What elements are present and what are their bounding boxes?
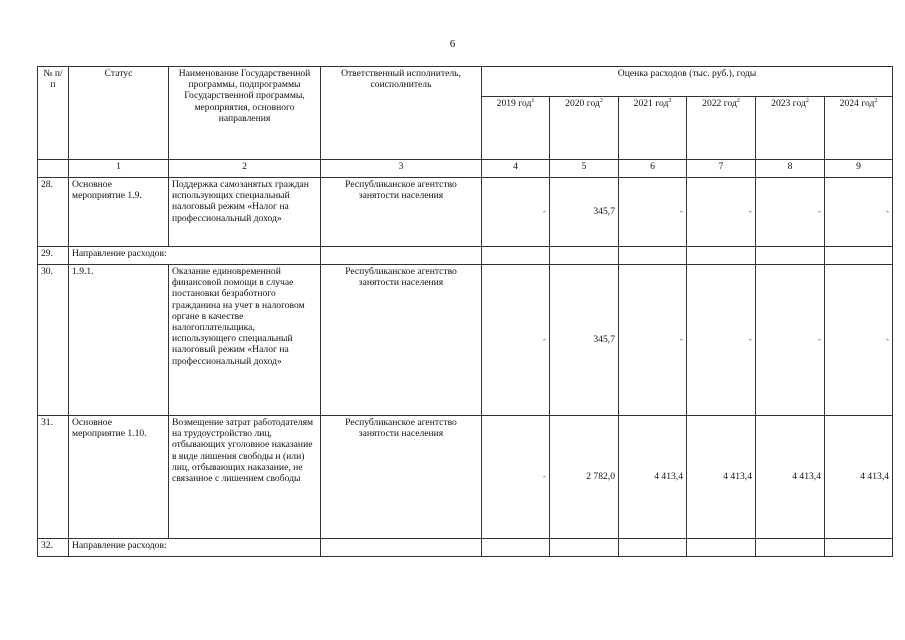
expenditure-table — [37, 66, 893, 557]
row-status: 1.9.1. — [69, 265, 169, 416]
header-year-2024: 2024 год$^2$ — [825, 97, 893, 160]
row-value-2023: - — [756, 178, 825, 247]
row-value-2023: 4 413,4 — [756, 416, 825, 539]
row-num: 29. — [38, 247, 69, 265]
row-direction-label: Направление расходов: — [69, 247, 321, 265]
header-executor: Ответственный исполнитель, соисполнитель — [321, 67, 482, 160]
row-executor: Республиканское агентство занятости населения — [321, 178, 482, 247]
header-costs: Оценка расходов (тыс. руб.), годы — [482, 67, 893, 97]
row-name: Возмещение затрат работодателям на трудоустройство лиц, отбывающих уголовное наказание в виде лишения свободы и (или) лиц, отбывающих наказание, не связанное с лишением свободы — [169, 416, 321, 539]
row-direction-label: Направление расходов: — [69, 539, 321, 557]
row-num: 32. — [38, 539, 69, 557]
column-number: 5 — [550, 160, 619, 178]
row-value-2022: - — [687, 265, 756, 416]
row-value-2019: - — [482, 265, 550, 416]
header-year-2022: 2022 год$^2$ — [687, 97, 756, 160]
row-value-2022: 4 413,4 — [687, 416, 756, 539]
row-executor: Республиканское агентство занятости населения — [321, 416, 482, 539]
table-row — [38, 247, 893, 265]
row-value-2022: - — [687, 178, 756, 247]
header-year-2019: 2019 год$^1$ — [482, 97, 550, 160]
row-num: 28. — [38, 178, 69, 247]
column-number: 8 — [756, 160, 825, 178]
column-number: 4 — [482, 160, 550, 178]
row-value-2019: - — [482, 416, 550, 539]
row-executor: Республиканское агентство занятости населения — [321, 265, 482, 416]
header-status: Статус — [69, 67, 169, 160]
header-year-2020: 2020 год$^2$ — [550, 97, 619, 160]
row-value-2024: - — [825, 178, 893, 247]
row-value-2020: 345,7 — [550, 265, 619, 416]
row-name: Оказание единовременной финансовой помощи в случае постановки безработного гражданина на учет в налоговом органе в качестве налогоплательщика, использующего специальный налоговый режим «Налог на профессиональный доход» — [169, 265, 321, 416]
header-year-2021: 2021 год$^2$ — [619, 97, 687, 160]
row-value-2021: - — [619, 265, 687, 416]
column-number: 9 — [825, 160, 893, 178]
row-status: Основное мероприятие 1.10. — [69, 416, 169, 539]
header-name: Наименование Государственной программы, подпрограммы Государственной программы, мероприятия, основного направления — [169, 67, 321, 160]
row-value-2024: 4 413,4 — [825, 416, 893, 539]
column-number: 7 — [687, 160, 756, 178]
row-value-2024: - — [825, 265, 893, 416]
row-value-2019: - — [482, 178, 550, 247]
table-row — [38, 265, 893, 416]
row-name: Поддержка самозанятых граждан использующих специальный налоговый режим «Налог на профессиональный доход» — [169, 178, 321, 247]
row-value-2021: - — [619, 178, 687, 247]
header-row — [38, 67, 893, 97]
row-num: 31. — [38, 416, 69, 539]
row-value-2023: - — [756, 265, 825, 416]
page-number: 6 — [449, 38, 456, 50]
table-row — [38, 539, 893, 557]
row-status: Основное мероприятие 1.9. — [69, 178, 169, 247]
table-row — [38, 178, 893, 247]
table-row — [38, 416, 893, 539]
column-number-row — [38, 160, 893, 178]
column-number: 1 — [69, 160, 169, 178]
row-num: 30. — [38, 265, 69, 416]
row-value-2020: 2 782,0 — [550, 416, 619, 539]
column-number: 2 — [169, 160, 321, 178]
header-year-2023: 2023 год$^2$ — [756, 97, 825, 160]
column-number: 3 — [321, 160, 482, 178]
row-value-2021: 4 413,4 — [619, 416, 687, 539]
row-value-2020: 345,7 — [550, 178, 619, 247]
header-num: № п/п — [38, 67, 69, 160]
column-number — [38, 160, 69, 178]
column-number: 6 — [619, 160, 687, 178]
